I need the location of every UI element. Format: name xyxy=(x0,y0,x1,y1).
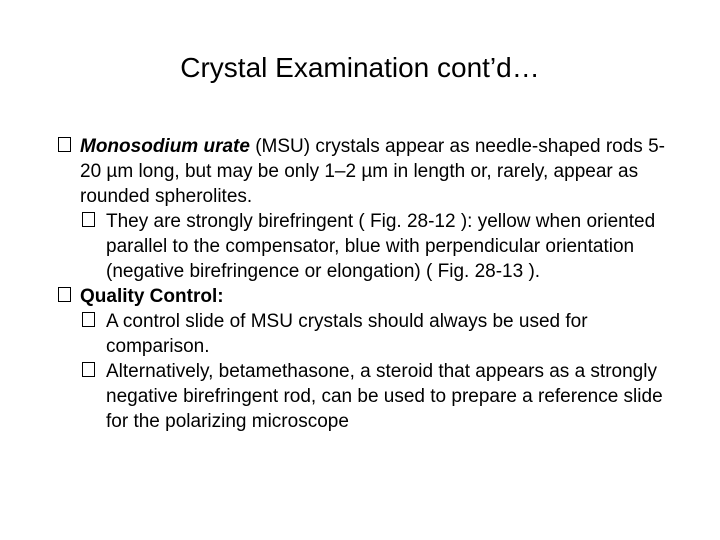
bullet-control-slide xyxy=(58,309,678,359)
bullet-text: A control slide of MSU crystals should always be used for comparison. xyxy=(106,311,588,357)
bullet-quality-control xyxy=(58,284,678,309)
bullet-msu-crystals xyxy=(58,134,678,209)
bullet-lead: Quality Control: xyxy=(80,286,224,307)
bullet-text: Alternatively, betamethasone, a steroid that appears as a strongly negative birefringent rod, can be used to prepare a reference slide for the polarizing microscope xyxy=(106,361,663,432)
slide-title: Crystal Examination cont’d… xyxy=(180,52,540,83)
bullet-text: They are strongly birefringent ( Fig. 28-12 ): yellow when oriented parallel to the compensator, blue with perpendicular orientation (negative birefringence or elongation) ( Fig. 28-13 ). xyxy=(106,211,656,282)
bullet-lead: Monosodium urate xyxy=(80,136,250,157)
bullet-text: (MSU) crystals appear as needle-shaped rods 5-20 µm long, but may be only 1–2 µm in length or, rarely, appear as rounded spherolites. xyxy=(80,136,665,207)
bullet-birefringence xyxy=(58,209,678,284)
checkbox-bullet-icon xyxy=(82,312,95,327)
bullet-betamethasone xyxy=(58,359,678,434)
bullet-list xyxy=(58,134,678,434)
checkbox-bullet-icon xyxy=(82,212,95,227)
checkbox-bullet-icon xyxy=(58,287,71,302)
checkbox-bullet-icon xyxy=(82,362,95,377)
checkbox-bullet-icon xyxy=(58,137,71,152)
